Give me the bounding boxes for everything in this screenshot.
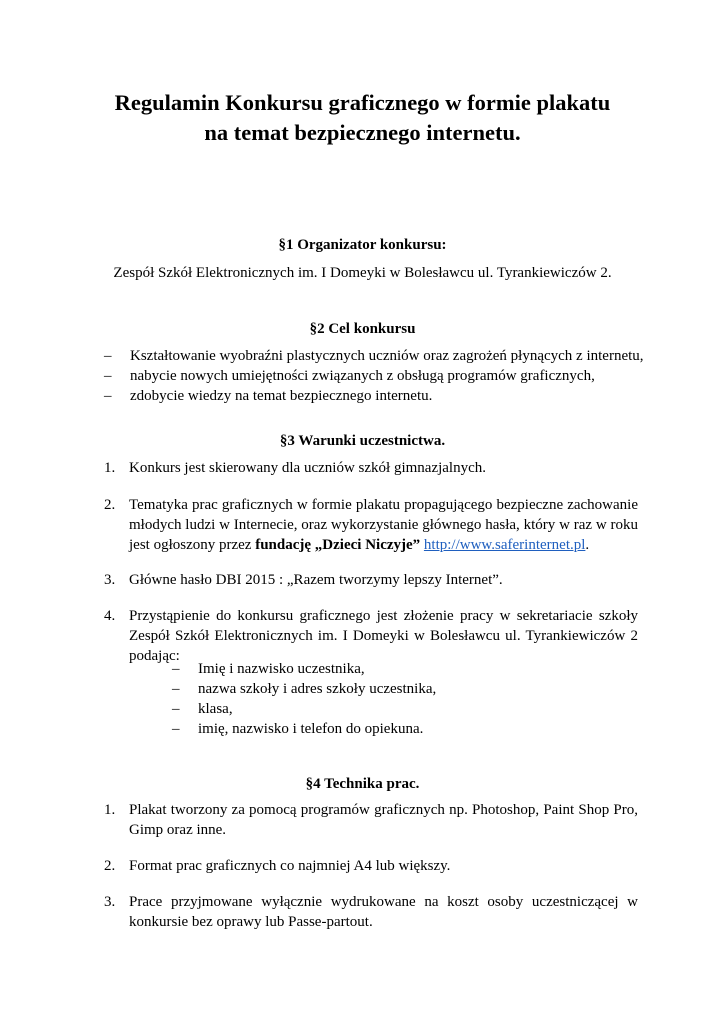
- section-4-heading: §4 Technika prac.: [305, 776, 420, 792]
- list-item: – nazwa szkoły i adres szkoły uczestnika,: [172, 681, 437, 697]
- title-line-1: Regulamin Konkursu graficznego w formie plakatu: [114, 90, 611, 115]
- dash-bullet: –: [104, 348, 112, 364]
- goals-list: [104, 346, 664, 406]
- technique-item-1: 1. Plakat tworzony za pomocą programów graficznych np. Photoshop, Paint Shop Pro, Gimp oraz inne.: [104, 802, 638, 838]
- conditions-item-3: 3. Główne hasło DBI 2015 : „Razem tworzymy lepszy Internet”.: [104, 572, 503, 588]
- conditions-item-1: 1. Konkurs jest skierowany dla uczniów szkół gimnazjalnych.: [104, 460, 486, 476]
- section-3-heading: §3 Warunki uczestnictwa.: [279, 433, 446, 449]
- dash-bullet: –: [172, 681, 180, 697]
- section-2-heading: §2 Cel konkursu: [309, 321, 416, 337]
- technique-item-2: 2. Format prac graficznych co najmniej A4 lub większy.: [104, 858, 451, 874]
- conditions-item-4: 4. Przystąpienie do konkursu graficznego jest złożenie pracy w sekretariacie szkoły Zespół Szkół Elektronicznych im. I Domeyki w Bolesławcu ul. Tyrankiewiczów 2 podając:: [104, 608, 638, 664]
- list-item: – Imię i nazwisko uczestnika,: [172, 661, 365, 677]
- technique-item-3: 3. Prace przyjmowane wyłącznie wydrukowane na koszt osoby uczestniczącej w konkursie bez oprawy lub Passe-partout.: [104, 894, 638, 930]
- document-title: [40, 88, 685, 148]
- section-1-heading: §1 Organizator konkursu:: [278, 237, 447, 253]
- list-item: – zdobycie wiedzy na temat bezpiecznego internetu.: [104, 388, 433, 404]
- list-item: – Kształtowanie wyobraźni plastycznych uczniów oraz zagrożeń płynących z internetu,: [104, 348, 644, 364]
- list-item: – klasa,: [172, 701, 233, 717]
- dash-bullet: –: [172, 701, 180, 717]
- dash-bullet: –: [104, 368, 112, 384]
- list-item: – imię, nazwisko i telefon do opiekuna.: [172, 721, 424, 737]
- list-item: – nabycie nowych umiejętności związanych z obsługą programów graficznych,: [104, 368, 595, 384]
- required-data-list: [172, 659, 612, 739]
- dash-bullet: –: [104, 388, 112, 404]
- title-line-2: na temat bezpiecznego internetu.: [204, 120, 521, 145]
- conditions-item-2: 2. Tematyka prac graficznych w formie plakatu propagującego bezpieczne zachowanie młodych ludzi w Internecie, oraz wykorzystanie głównego hasła, który w raz w roku jest ogłoszony przez fundację „Dzieci Niczyje” http://www.saferinternet.pl.: [104, 497, 638, 553]
- saferinternet-link[interactable]: http://www.saferinternet.pl: [423, 537, 586, 553]
- dash-bullet: –: [172, 661, 180, 677]
- foundation-name: fundację „Dzieci Niczyje”: [255, 537, 421, 553]
- dash-bullet: –: [172, 721, 180, 737]
- organizer-text: Zespół Szkół Elektronicznych im. I Domeyki w Bolesławcu ul. Tyrankiewiczów 2.: [113, 265, 612, 281]
